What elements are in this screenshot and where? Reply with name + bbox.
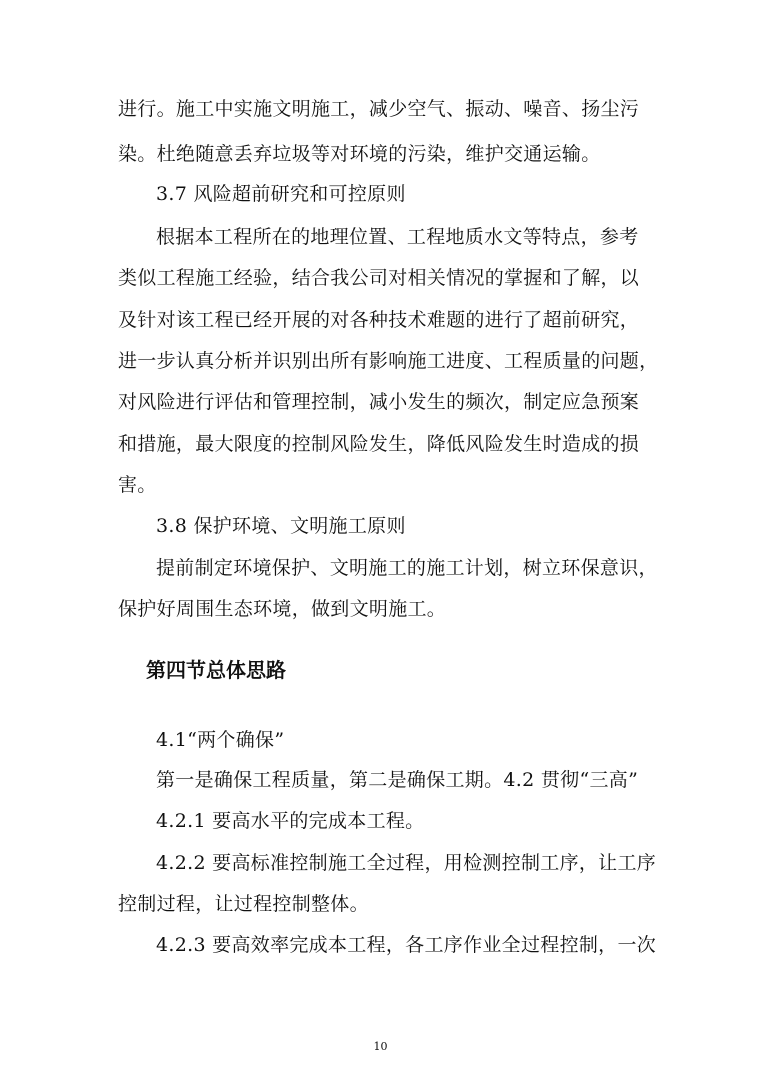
text-line: 对风险进行评估和管理控制，减小发生的频次，制定应急预案 (118, 391, 640, 413)
text-line: 提前制定环境保护、文明施工的施工计划，树立环保意识， (156, 557, 658, 579)
text-line: 4.2.1 要高水平的完成本工程。 (156, 810, 425, 832)
text-line: 保护好周围生态环境，做到文明施工。 (118, 598, 447, 620)
page-number: 10 (373, 1040, 388, 1053)
section-title-3-8: 3.8 保护环境、文明施工原则 (156, 515, 406, 537)
text-line: 类似工程施工经验，结合我公司对相关情况的掌握和了解，以 (118, 267, 640, 289)
section-title-4-1: 4.1“两个确保” (156, 729, 285, 751)
text-line: 4.2.2 要高标准控制施工全过程，用检测控制工序，让工序 (156, 852, 657, 874)
text-line: 及针对该工程已经开展的对各种技术难题的进行了超前研究， (118, 309, 640, 331)
chapter-heading: 第四节总体思路 (146, 658, 286, 682)
text-line: 和措施，最大限度的控制风险发生，降低风险发生时造成的损 (118, 433, 640, 455)
text-line: 4.2.3 要高效率完成本工程，各工序作业全过程控制，一次 (156, 934, 657, 956)
text-line: 害。 (118, 474, 157, 496)
text-line: 第一是确保工程质量，第二是确保工期。4.2 贯彻“三高” (156, 769, 639, 791)
text-line: 进行。施工中实施文明施工，减少空气、振动、噪音、扬尘污 (118, 98, 640, 120)
text-line: 控制过程，让过程控制整体。 (118, 893, 369, 915)
text-line: 根据本工程所在的地理位置、工程地质水文等特点，参考 (156, 226, 639, 248)
text-line: 进一步认真分析并识别出所有影响施工进度、工程质量的问题， (118, 350, 659, 372)
section-title-3-7: 3.7 风险超前研究和可控原则 (156, 183, 406, 205)
text-line: 染。杜绝随意丢弃垃圾等对环境的污染，维护交通运输。 (118, 143, 601, 165)
